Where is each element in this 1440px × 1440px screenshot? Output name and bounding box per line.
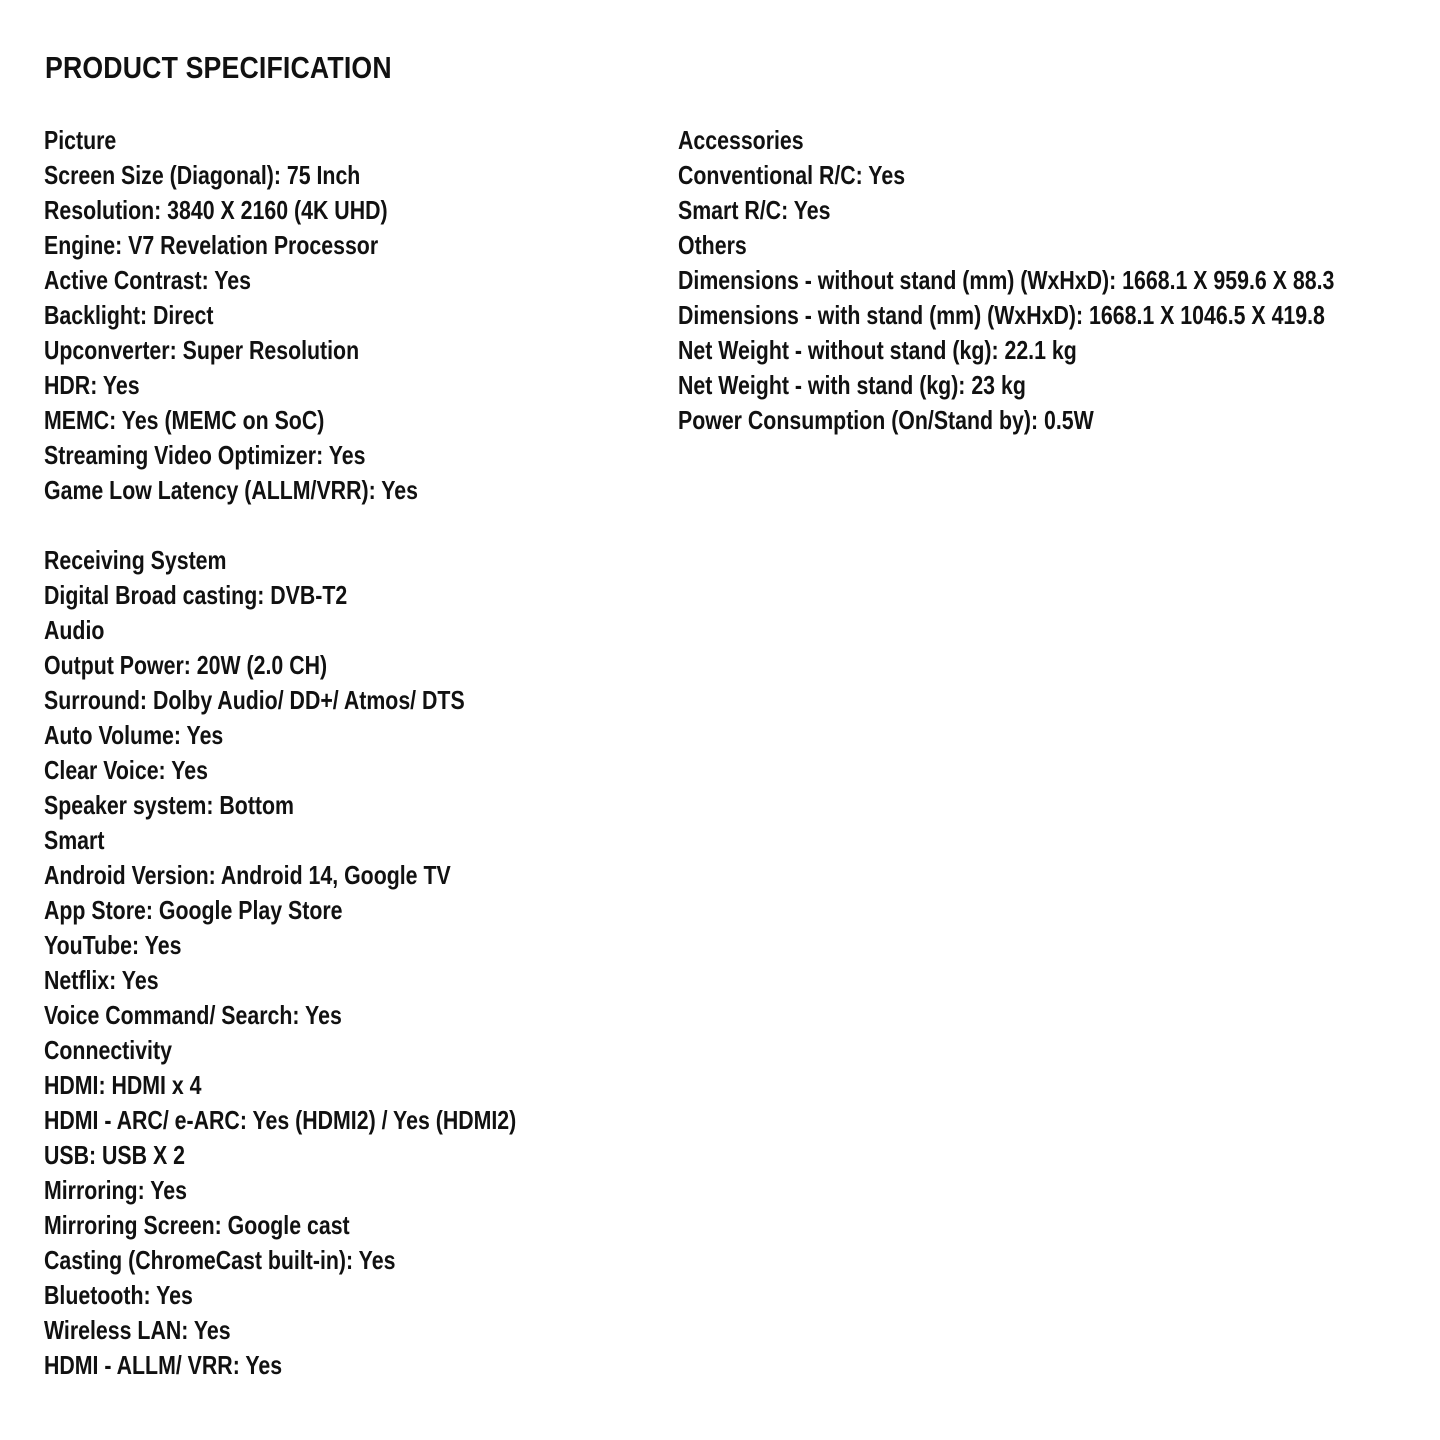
spec-dimensions-with-stand: Dimensions - with stand (mm) (WxHxD): 1668.1 X 1046.5 X 419.8 (678, 300, 1325, 330)
spec-resolution: Resolution: 3840 X 2160 (4K UHD) (44, 195, 388, 225)
spec-digital-broadcasting: Digital Broad casting: DVB-T2 (44, 580, 348, 610)
spec-hdmi-arc: HDMI - ARC/ e-ARC: Yes (HDMI2) / Yes (HDMI2) (44, 1105, 517, 1135)
section-heading-smart: Smart (44, 825, 105, 855)
spec-smart-rc: Smart R/C: Yes (678, 195, 831, 225)
spec-net-weight-with-stand: Net Weight - with stand (kg): 23 kg (678, 370, 1026, 400)
spec-screen-size: Screen Size (Diagonal): 75 Inch (44, 160, 361, 190)
spec-app-store: App Store: Google Play Store (44, 895, 343, 925)
spec-hdr: HDR: Yes (44, 370, 140, 400)
spec-engine: Engine: V7 Revelation Processor (44, 230, 379, 260)
spec-column-left (44, 123, 620, 1383)
spec-hdmi-allm-vrr: HDMI - ALLM/ VRR: Yes (44, 1350, 283, 1380)
spec-youtube: YouTube: Yes (44, 930, 182, 960)
spec-casting: Casting (ChromeCast built-in): Yes (44, 1245, 396, 1275)
spec-backlight: Backlight: Direct (44, 300, 214, 330)
spec-mirroring: Mirroring: Yes (44, 1175, 187, 1205)
spec-conventional-rc: Conventional R/C: Yes (678, 160, 906, 190)
section-heading-audio: Audio (44, 615, 105, 645)
spec-clear-voice: Clear Voice: Yes (44, 755, 208, 785)
spec-memc: MEMC: Yes (MEMC on SoC) (44, 405, 325, 435)
spec-bluetooth: Bluetooth: Yes (44, 1280, 193, 1310)
section-heading-picture: Picture (44, 125, 117, 155)
spec-surround: Surround: Dolby Audio/ DD+/ Atmos/ DTS (44, 685, 465, 715)
page-title: PRODUCT SPECIFICATION (45, 50, 392, 85)
spec-active-contrast: Active Contrast: Yes (44, 265, 251, 295)
spec-game-low-latency: Game Low Latency (ALLM/VRR): Yes (44, 475, 418, 505)
spec-power-consumption: Power Consumption (On/Stand by): 0.5W (678, 405, 1094, 435)
spec-upconverter: Upconverter: Super Resolution (44, 335, 360, 365)
spec-usb: USB: USB X 2 (44, 1140, 185, 1170)
spec-output-power: Output Power: 20W (2.0 CH) (44, 650, 328, 680)
section-heading-accessories: Accessories (678, 125, 804, 155)
spec-streaming-video-optimizer: Streaming Video Optimizer: Yes (44, 440, 366, 470)
section-heading-others: Others (678, 230, 747, 260)
spec-android-version: Android Version: Android 14, Google TV (44, 860, 451, 890)
spec-speaker-system: Speaker system: Bottom (44, 790, 295, 820)
section-spacer (44, 508, 620, 543)
spec-net-weight-without-stand: Net Weight - without stand (kg): 22.1 kg (678, 335, 1077, 365)
spec-mirroring-screen: Mirroring Screen: Google cast (44, 1210, 350, 1240)
spec-voice-command: Voice Command/ Search: Yes (44, 1000, 342, 1030)
spec-hdmi: HDMI: HDMI x 4 (44, 1070, 202, 1100)
section-heading-receiving-system: Receiving System (44, 545, 227, 575)
spec-dimensions-without-stand: Dimensions - without stand (mm) (WxHxD): 1668.1 X 959.6 X 88.3 (678, 265, 1335, 295)
spec-wireless-lan: Wireless LAN: Yes (44, 1315, 231, 1345)
spec-netflix: Netflix: Yes (44, 965, 159, 995)
section-heading-connectivity: Connectivity (44, 1035, 172, 1065)
spec-auto-volume: Auto Volume: Yes (44, 720, 224, 750)
spec-column-right (678, 123, 1440, 438)
